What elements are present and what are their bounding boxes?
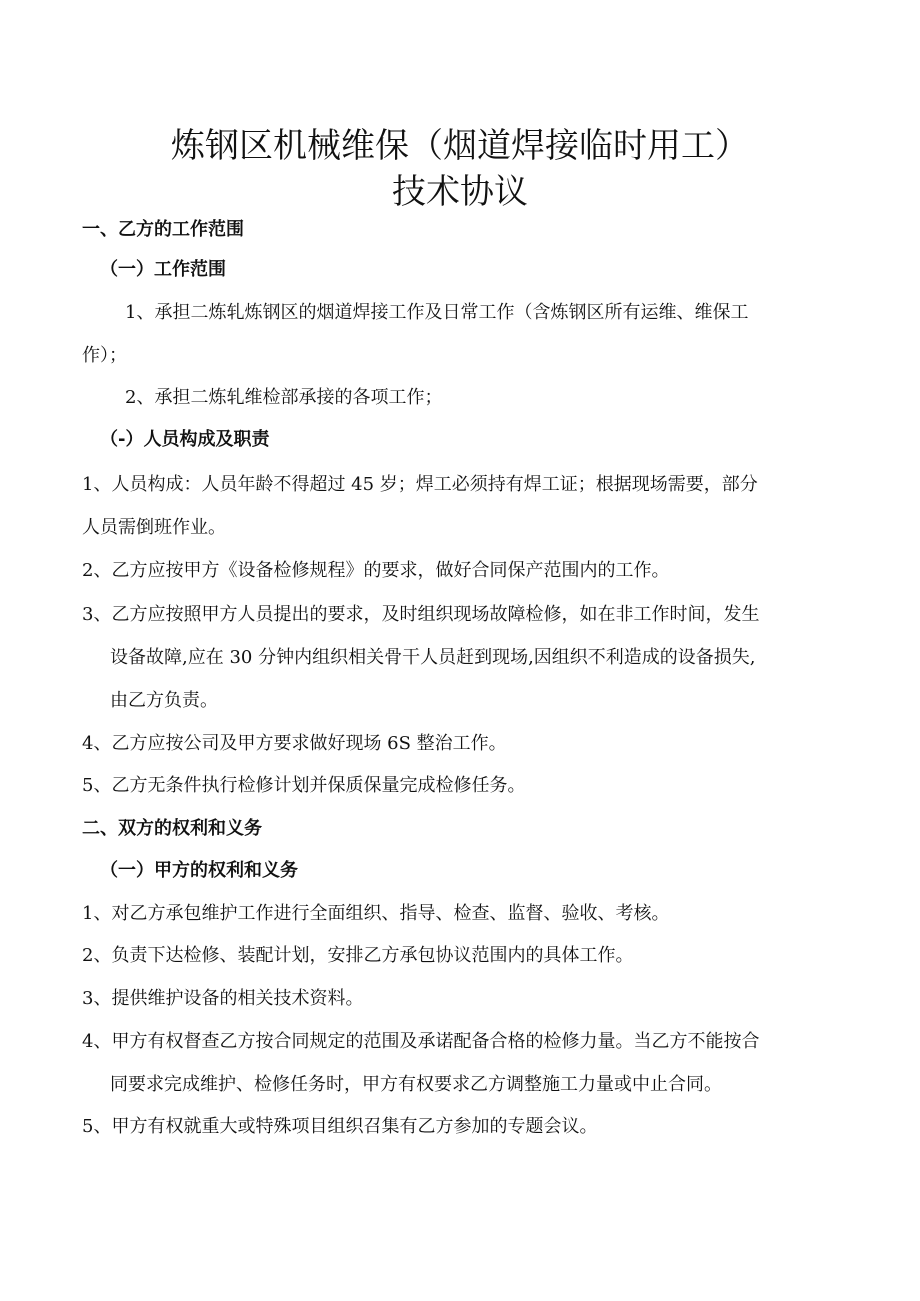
section1-sub2-item2: 2、乙方应按甲方《设备检修规程》的要求，做好合同保产范围内的工作。 [82,560,670,581]
section1-sub2-item1-line1: 1、人员构成：人员年龄不得超过 45 岁；焊工必须持有焊工证；根据现场需要，部分 [82,474,758,495]
section2-sub1-heading: （一）甲方的权利和义务 [100,860,298,881]
section1-sub1-item2: 2、承担二炼轧维检部承接的各项工作； [125,387,443,408]
section2-sub1-item4-line1: 4、甲方有权督查乙方按合同规定的范围及承诺配备合格的检修力量。当乙方不能按合 [82,1031,760,1052]
section1-sub2-item5: 5、乙方无条件执行检修计划并保质保量完成检修任务。 [82,775,526,796]
section2-sub1-item5: 5、甲方有权就重大或特殊项目组织召集有乙方参加的专题会议。 [82,1116,598,1137]
section1-sub2-item3-line3: 由乙方负责。 [110,690,218,711]
section1-sub2-heading: （-）人员构成及职责 [100,429,270,450]
section2-heading: 二、双方的权利和义务 [82,818,262,839]
section1-sub2-item3-line1: 3、乙方应按照甲方人员提出的要求，及时组织现场故障检修，如在非工作时间，发生 [82,604,760,625]
section1-sub2-item3-line2: 设备故障,应在 30 分钟内组织相关骨干人员赶到现场,因组织不利造成的设备损失, [110,647,756,668]
section1-sub1-heading: （一）工作范围 [100,259,226,280]
document-title-line1: 炼钢区机械维保（烟道焊接临时用工） [171,126,749,166]
section1-sub1-item1-line1: 1、承担二炼轧炼钢区的烟道焊接工作及日常工作（含炼钢区所有运维、维保工 [125,302,749,323]
document-title-line2: 技术协议 [392,172,528,212]
section1-sub2-item4: 4、乙方应按公司及甲方要求做好现场 6S 整治工作。 [82,733,507,754]
section1-sub2-item1-line2: 人员需倒班作业。 [82,517,226,538]
section2-sub1-item2: 2、负责下达检修、装配计划，安排乙方承包协议范围内的具体工作。 [82,945,634,966]
section2-sub1-item3: 3、提供维护设备的相关技术资料。 [82,988,364,1009]
section1-heading: 一、乙方的工作范围 [82,219,244,240]
section2-sub1-item1: 1、对乙方承包维护工作进行全面组织、指导、检查、监督、验收、考核。 [82,903,670,924]
section2-sub1-item4-line2: 同要求完成维护、检修任务时，甲方有权要求乙方调整施工力量或中止合同。 [110,1074,722,1095]
section1-sub1-item1-line2: 作）； [82,345,127,366]
